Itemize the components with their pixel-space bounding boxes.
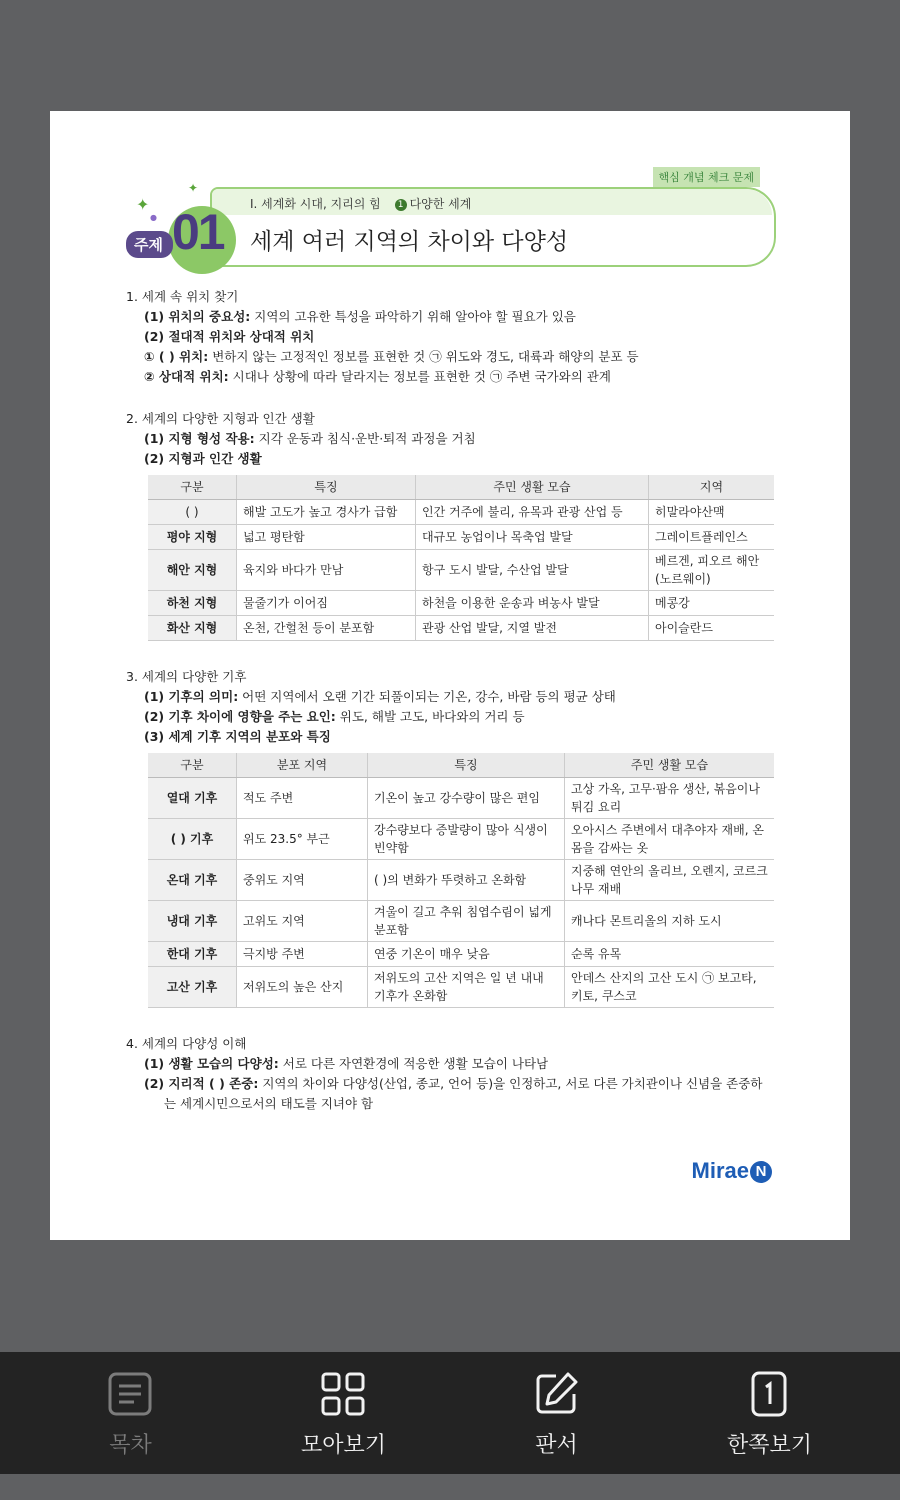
sparkle-icon: ● [150, 213, 157, 222]
table-cell: 극지방 주변 [237, 942, 368, 967]
table-cell: 기온이 높고 강수량이 많은 편임 [368, 778, 565, 819]
single-page-icon [745, 1370, 793, 1418]
table-row [148, 550, 774, 591]
table-row [148, 901, 774, 942]
table-cell: 저위도의 높은 산지 [237, 967, 368, 1008]
table-cell: 온대 기후 [148, 860, 237, 901]
toc-button[interactable] [18, 1352, 243, 1474]
table-cell: ( ) 기후 [148, 819, 237, 860]
section-2-heading: 2. 세계의 다양한 지형과 인간 생활 [126, 411, 315, 426]
table-row [148, 591, 774, 616]
table-row [148, 967, 774, 1008]
grid-icon [319, 1370, 367, 1418]
single-page-label: 한쪽보기 [726, 1433, 812, 1458]
table-cell: 냉대 기후 [148, 901, 237, 942]
table-header: 구분 [148, 475, 237, 500]
table-cell: 평야 지형 [148, 525, 237, 550]
gallery-view-label: 모아보기 [300, 1433, 386, 1458]
table-cell: 중위도 지역 [237, 860, 368, 901]
publisher-logo: Mirae N [692, 1158, 772, 1184]
table-cell: 온천, 간헐천 등이 분포함 [237, 616, 416, 641]
table-cell: 그레이트플레인스 [649, 525, 775, 550]
table-header: 특징 [368, 753, 565, 778]
table-row [148, 942, 774, 967]
table-row [148, 525, 774, 550]
annotate-button[interactable] [444, 1352, 669, 1474]
table-cell: 캐나다 몬트리올의 지하 도시 [565, 901, 775, 942]
section-4-heading: 4. 세계의 다양성 이해 [126, 1036, 247, 1051]
table-cell: 하천을 이용한 운송과 벼농사 발달 [416, 591, 649, 616]
table-cell: 아이슬란드 [649, 616, 775, 641]
table-cell: 화산 지형 [148, 616, 237, 641]
text-line: (1) 위치의 중요성: 지역의 고유한 특성을 파악하기 위해 알아야 할 필요가 있음 [144, 309, 576, 324]
gallery-view-button[interactable] [231, 1352, 456, 1474]
table-cell: 지중해 연안의 올리브, 오렌지, 코르크나무 재배 [565, 860, 775, 901]
table-cell: 저위도의 고산 지역은 일 년 내내 기후가 온화함 [368, 967, 565, 1008]
table-cell: 물줄기가 이어짐 [237, 591, 416, 616]
list-icon [106, 1370, 154, 1418]
climate-table [148, 753, 774, 1008]
topic-number: 01 [172, 204, 224, 260]
breadcrumb-chapter: 다양한 세계 [409, 197, 472, 211]
table-header: 주민 생활 모습 [565, 753, 775, 778]
table-cell: 안데스 산지의 고산 도시 ㉠ 보고타, 키토, 쿠스코 [565, 967, 775, 1008]
table-cell: 위도 23.5° 부근 [237, 819, 368, 860]
table-cell: 적도 주변 [237, 778, 368, 819]
section-tag: 핵심 개념 체크 문제 [653, 167, 761, 187]
single-page-button[interactable] [657, 1352, 882, 1474]
bottom-toolbar [0, 1352, 900, 1474]
table-cell: 고산 기후 [148, 967, 237, 1008]
table-cell: 베르겐, 피오르 해안 (노르웨이) [649, 550, 775, 591]
sparkle-icon: ✦ [188, 181, 199, 195]
text-line: (1) 기후의 의미: 어떤 지역에서 오랜 기간 되풀이되는 기온, 강수, 바람 등의 평균 상태 [144, 689, 616, 704]
table-cell: 한대 기후 [148, 942, 237, 967]
breadcrumb [250, 195, 471, 212]
text-line: (2) 지리적 ( ) 존중: 지역의 차이와 다양성(산업, 종교, 언어 등)을 인정하고, 서로 다른 가치관이나 신념을 존중하는 세계시민으로서의 태도를 지녀야 함 [144, 1076, 763, 1111]
table-cell: 연중 기온이 매우 낮음 [368, 942, 565, 967]
table-cell: 해안 지형 [148, 550, 237, 591]
topic-badge: 주제 [126, 231, 173, 258]
table-cell: 대규모 농업이나 목축업 발달 [416, 525, 649, 550]
table-header-row [148, 475, 774, 500]
table-cell: 순록 유목 [565, 942, 775, 967]
table-cell: 고위도 지역 [237, 901, 368, 942]
table-row [148, 778, 774, 819]
table-cell: 겨울이 길고 추워 침엽수림이 넓게 분포함 [368, 901, 565, 942]
text-line: ② 상대적 위치: 시대나 상황에 따라 달라지는 정보를 표현한 것 ㉠ 주변 국가와의 관계 [144, 369, 611, 384]
landform-table [148, 475, 774, 641]
text-line: (3) 세계 기후 지역의 분포와 특징 [144, 729, 331, 744]
text-line: (2) 절대적 위치와 상대적 위치 [144, 329, 315, 344]
table-header: 지역 [649, 475, 775, 500]
edit-icon [532, 1370, 580, 1418]
table-row [148, 500, 774, 525]
table-cell: ( )의 변화가 뚜렷하고 온화함 [368, 860, 565, 901]
chapter-number-icon: 1 [395, 199, 407, 211]
section-1-heading: 1. 세계 속 위치 찾기 [126, 289, 239, 304]
system-bar [0, 1474, 900, 1500]
text-line: (1) 생활 모습의 다양성: 서로 다른 자연환경에 적응한 생활 모습이 나타남 [144, 1056, 549, 1071]
table-cell: 고상 가옥, 고무·팜유 생산, 볶음이나 튀김 요리 [565, 778, 775, 819]
annotate-label: 판서 [535, 1433, 578, 1458]
table-cell: 해발 고도가 높고 경사가 급함 [237, 500, 416, 525]
sparkle-icon: ✦ [136, 195, 150, 214]
text-line: (1) 지형 형성 작용: 지각 운동과 침식·운반·퇴적 과정을 거침 [144, 431, 476, 446]
text-line: (2) 기후 차이에 영향을 주는 요인: 위도, 해발 고도, 바다와의 거리 등 [144, 709, 525, 724]
table-cell: 인간 거주에 불리, 유목과 관광 산업 등 [416, 500, 649, 525]
breadcrumb-unit: Ⅰ. 세계화 시대, 지리의 힘 [250, 197, 381, 211]
toc-label: 목차 [109, 1433, 152, 1458]
table-header-row [148, 753, 774, 778]
table-cell: 넓고 평탄함 [237, 525, 416, 550]
table-row [148, 819, 774, 860]
table-cell: 오아시스 주변에서 대추야자 재배, 온몸을 감싸는 옷 [565, 819, 775, 860]
text-line: (2) 지형과 인간 생활 [144, 451, 262, 466]
table-cell: 히말라야산맥 [649, 500, 775, 525]
table-cell: 하천 지형 [148, 591, 237, 616]
text-line: ① ( ) 위치: 변하지 않는 고정적인 정보를 표현한 것 ㉠ 위도와 경도, 대륙과 해양의 분포 등 [144, 349, 639, 364]
page-title: 세계 여러 지역의 차이와 다양성 [250, 229, 569, 255]
table-cell: 육지와 바다가 만남 [237, 550, 416, 591]
table-header: 특징 [237, 475, 416, 500]
document-page [50, 111, 850, 1240]
table-row [148, 616, 774, 641]
section-3-heading: 3. 세계의 다양한 기후 [126, 669, 247, 684]
table-cell: 열대 기후 [148, 778, 237, 819]
table-cell: 관광 산업 발달, 지열 발전 [416, 616, 649, 641]
document-content [126, 287, 774, 1114]
table-header: 분포 지역 [237, 753, 368, 778]
table-header: 구분 [148, 753, 237, 778]
table-cell: 강수량보다 증발량이 많아 식생이 빈약함 [368, 819, 565, 860]
table-cell: 메콩강 [649, 591, 775, 616]
table-header: 주민 생활 모습 [416, 475, 649, 500]
table-cell: ( ) [148, 500, 237, 525]
table-cell: 항구 도시 발달, 수산업 발달 [416, 550, 649, 591]
table-row [148, 860, 774, 901]
